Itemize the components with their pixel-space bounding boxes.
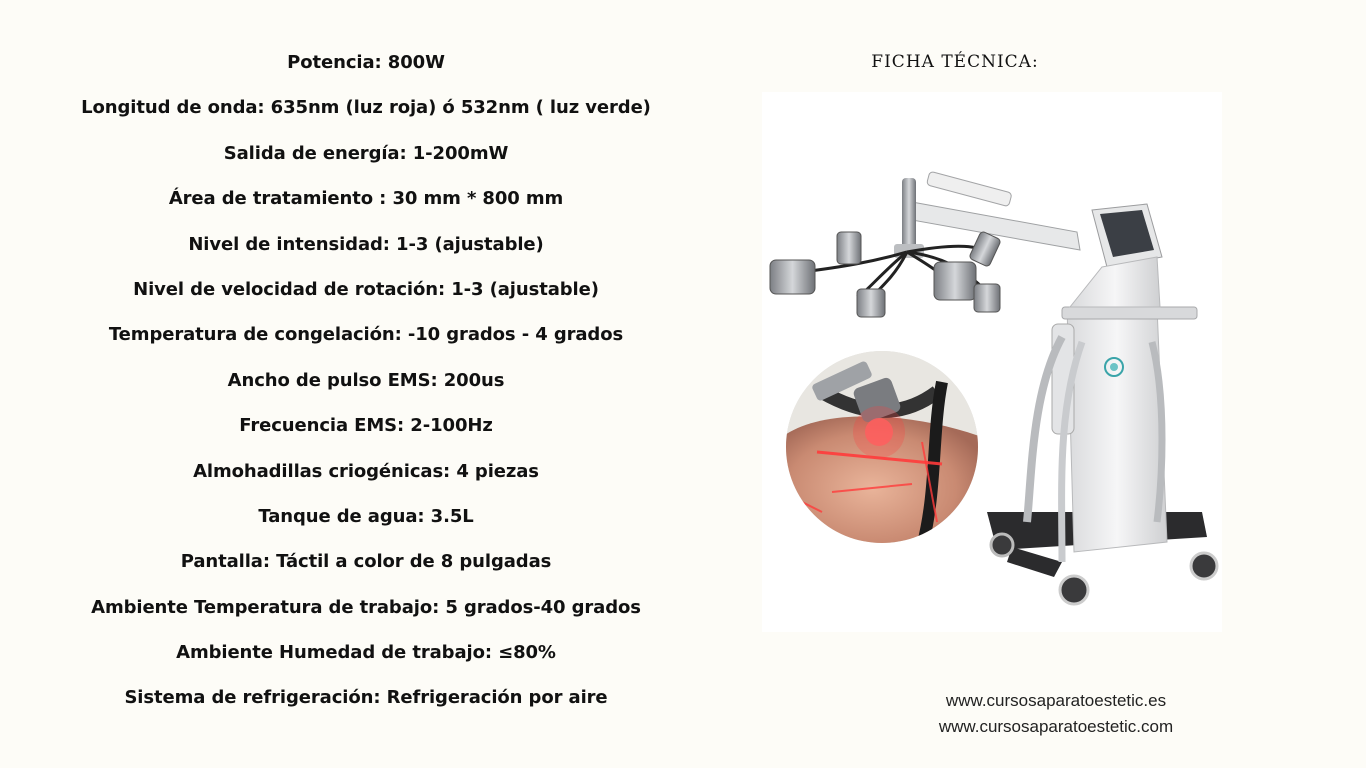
website-link-es[interactable]: www.cursosaparatoestetic.es	[945, 691, 1167, 710]
spec-item: Ancho de pulso EMS: 200us	[227, 369, 505, 391]
website-link-com[interactable]: www.cursosaparatoestetic.com	[938, 717, 1174, 736]
spec-item: Pantalla: Táctil a color de 8 pulgadas	[180, 551, 552, 573]
spec-item: Salida de energía: 1-200mW	[223, 142, 509, 164]
spec-item: Ambiente Temperatura de trabajo: 5 grados-40 grados	[91, 596, 641, 618]
device-illustration	[762, 92, 1222, 632]
page-title: FICHA TÉCNICA:	[871, 52, 1039, 72]
applicator-heads	[770, 231, 1001, 317]
spec-item: Tanque de agua: 3.5L	[258, 505, 474, 527]
treatment-closeup	[782, 347, 982, 547]
footer-links	[900, 688, 1212, 740]
spec-list	[40, 40, 692, 721]
spec-item: Ambiente Humedad de trabajo: ≤80%	[176, 642, 556, 664]
spec-item: Nivel de intensidad: 1-3 (ajustable)	[188, 233, 544, 255]
spec-item: Almohadillas criogénicas: 4 piezas	[193, 460, 539, 482]
spec-item: Potencia: 800W	[287, 52, 445, 73]
device-photo	[762, 92, 1222, 632]
spec-item: Temperatura de congelación: -10 grados - 4 grados	[108, 324, 624, 346]
spec-item: Frecuencia EMS: 2-100Hz	[239, 415, 493, 437]
spec-item: Sistema de refrigeración: Refrigeración por aire	[124, 687, 608, 709]
spec-item: Nivel de velocidad de rotación: 1-3 (ajustable)	[133, 278, 599, 300]
spec-item: Área de tratamiento : 30 mm * 800 mm	[168, 188, 564, 210]
spec-item: Longitud de onda: 635nm (luz roja) ó 532nm ( luz verde)	[81, 97, 651, 119]
device-tower	[1027, 204, 1197, 562]
